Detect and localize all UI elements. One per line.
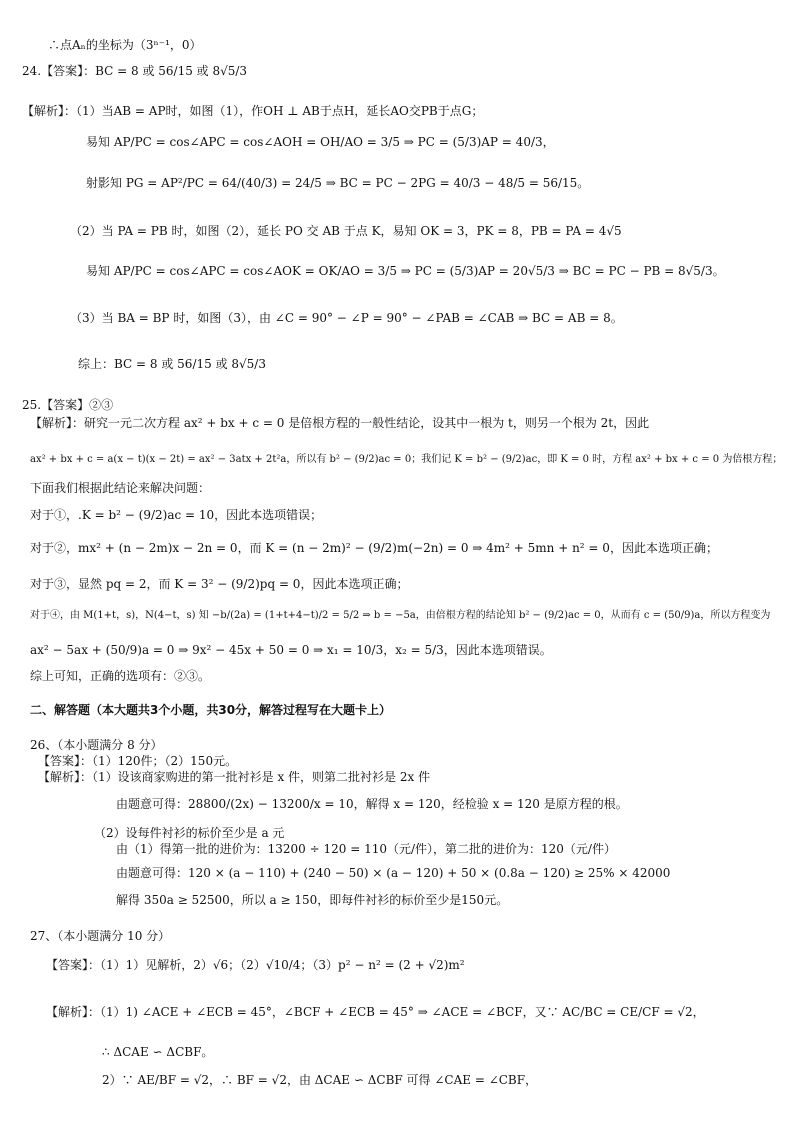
text-line: ∴点Aₙ的坐标为（3ⁿ⁻¹，0） <box>48 38 202 52</box>
text-line: ∴ ΔCAE ∽ ΔCBF。 <box>102 1045 214 1059</box>
q24-analysis: 【解析】：（1）当AB = AP时，如图（1），作OH ⊥ AB于点H，延长AO交PB于点G； <box>22 104 484 118</box>
text-line: 对于④，由 M(1+t，s)，N(4−t，s) 知 −b/(2a) = (1+t+4−t)/2 = 5/2 ⇒ b = −5a，由倍根方程的结论知 b² − (9/2)ac = 0，从而有 c = (50/9)a，所以方程变为 <box>30 610 771 621</box>
text-line: 由题意可得：120 × (a − 110) + (240 − 50) × (a − 120) + 50 × (0.8a − 120) ≥ 25% × 42000 <box>116 866 671 880</box>
q26-analysis: 【解析】：（1）设该商家购进的第一批衬衫是 x 件，则第二批衬衫是 2x 件 <box>38 770 431 784</box>
text-line: （2）当 PA = PB 时，如图（2），延长 PO 交 AB 于点 K，易知 OK = 3，PK = 8，PB = PA = 4√5 <box>70 224 622 238</box>
text-line: ax² + bx + c = a(x − t)(x − 2t) = ax² − 3atx + 2t²a，所以有 b² − (9/2)ac = 0；我们记 K = b² − (9/2)ac，即 K = 0 时，方程 ax² + bx + c = 0 为倍根方程； <box>30 454 783 465</box>
text-line: ax² − 5ax + (50/9)a = 0 ⇒ 9x² − 45x + 50 = 0 ⇒ x₁ = 10/3，x₂ = 5/3，因此本选项错误。 <box>30 643 552 657</box>
text-line: 射影知 PG = AP²/PC = 64/(40/3) = 24/5 ⇒ BC = PC − 2PG = 40/3 − 48/5 = 56/15。 <box>86 176 590 190</box>
text-line: 综上：BC = 8 或 56/15 或 8√5/3 <box>78 357 266 371</box>
q27-heading: 27、（本小题满分 10 分） <box>30 929 171 943</box>
q27-answer: 【答案】：（1）1）见解析，2）√6；（2）√10/4；（3）p² − n² = (2 + √2)m² <box>46 958 465 972</box>
text-line: 易知 AP/PC = cos∠APC = cos∠AOH = OH/AO = 3/5 ⇒ PC = (5/3)AP = 40/3， <box>86 135 555 149</box>
text-line: 对于①，.K = b² − (9/2)ac = 10，因此本选项错误； <box>30 508 323 522</box>
q25-analysis: 【解析】：研究一元二次方程 ax² + bx + c = 0 是倍根方程的一般性结论，设其中一根为 t，则另一个根为 2t，因此 <box>30 416 650 430</box>
q26-answer: 【答案】：（1）120件；（2）150元。 <box>38 754 238 768</box>
section-heading: 二、解答题（本大题共3个小题，共30分，解答过程写在大题卡上） <box>30 703 392 717</box>
text-line: （2）设每件衬衫的标价至少是 a 元 <box>94 826 285 840</box>
q27-analysis: 【解析】：（1）1) ∠ACE + ∠ECB = 45°，∠BCF + ∠ECB = 45° ⇒ ∠ACE = ∠BCF，又∵ AC/BC = CE/CF = √2， <box>46 1005 705 1019</box>
text-line: 由（1）得第一批的进价为：13200 ÷ 120 = 110（元/件），第二批的进价为：120（元/件） <box>116 842 616 856</box>
text-line: 下面我们根据此结论来解决问题： <box>30 481 211 495</box>
text-line: （3）当 BA = BP 时，如图（3），由 ∠C = 90° − ∠P = 90° − ∠PAB = ∠CAB ⇒ BC = AB = 8。 <box>70 311 623 325</box>
text-line: 对于②，mx² + (n − 2m)x − 2n = 0，而 K = (n − 2m)² − (9/2)m(−2n) = 0 ⇒ 4m² + 5mn + n² = 0，因此本选项正确； <box>30 541 718 555</box>
q26-heading: 26、（本小题满分 8 分） <box>30 738 163 752</box>
q24-answer: 24.【答案】：BC = 8 或 56/15 或 8√5/3 <box>22 64 248 78</box>
text-line: 易知 AP/PC = cos∠APC = cos∠AOK = OK/AO = 3/5 ⇒ PC = (5/3)AP = 20√5/3 ⇒ BC = PC − PB = 8√5/3。 <box>86 264 725 278</box>
text-line: 由题意可得：28800/(2x) − 13200/x = 10，解得 x = 120，经检验 x = 120 是原方程的根。 <box>116 797 628 811</box>
text-line: 解得 350a ≥ 52500，所以 a ≥ 150，即每件衬衫的标价至少是150元。 <box>116 893 509 907</box>
text-line: 综上可知，正确的选项有：②③。 <box>30 669 211 683</box>
text-line: 2）∵ AE/BF = √2，∴ BF = √2，由 ΔCAE ∽ ΔCBF 可得 ∠CAE = ∠CBF， <box>102 1073 538 1087</box>
text-line: 对于③，显然 pq = 2，而 K = 3² − (9/2)pq = 0，因此本选项正确； <box>30 577 409 591</box>
q25-answer: 25.【答案】②③ <box>22 398 114 412</box>
